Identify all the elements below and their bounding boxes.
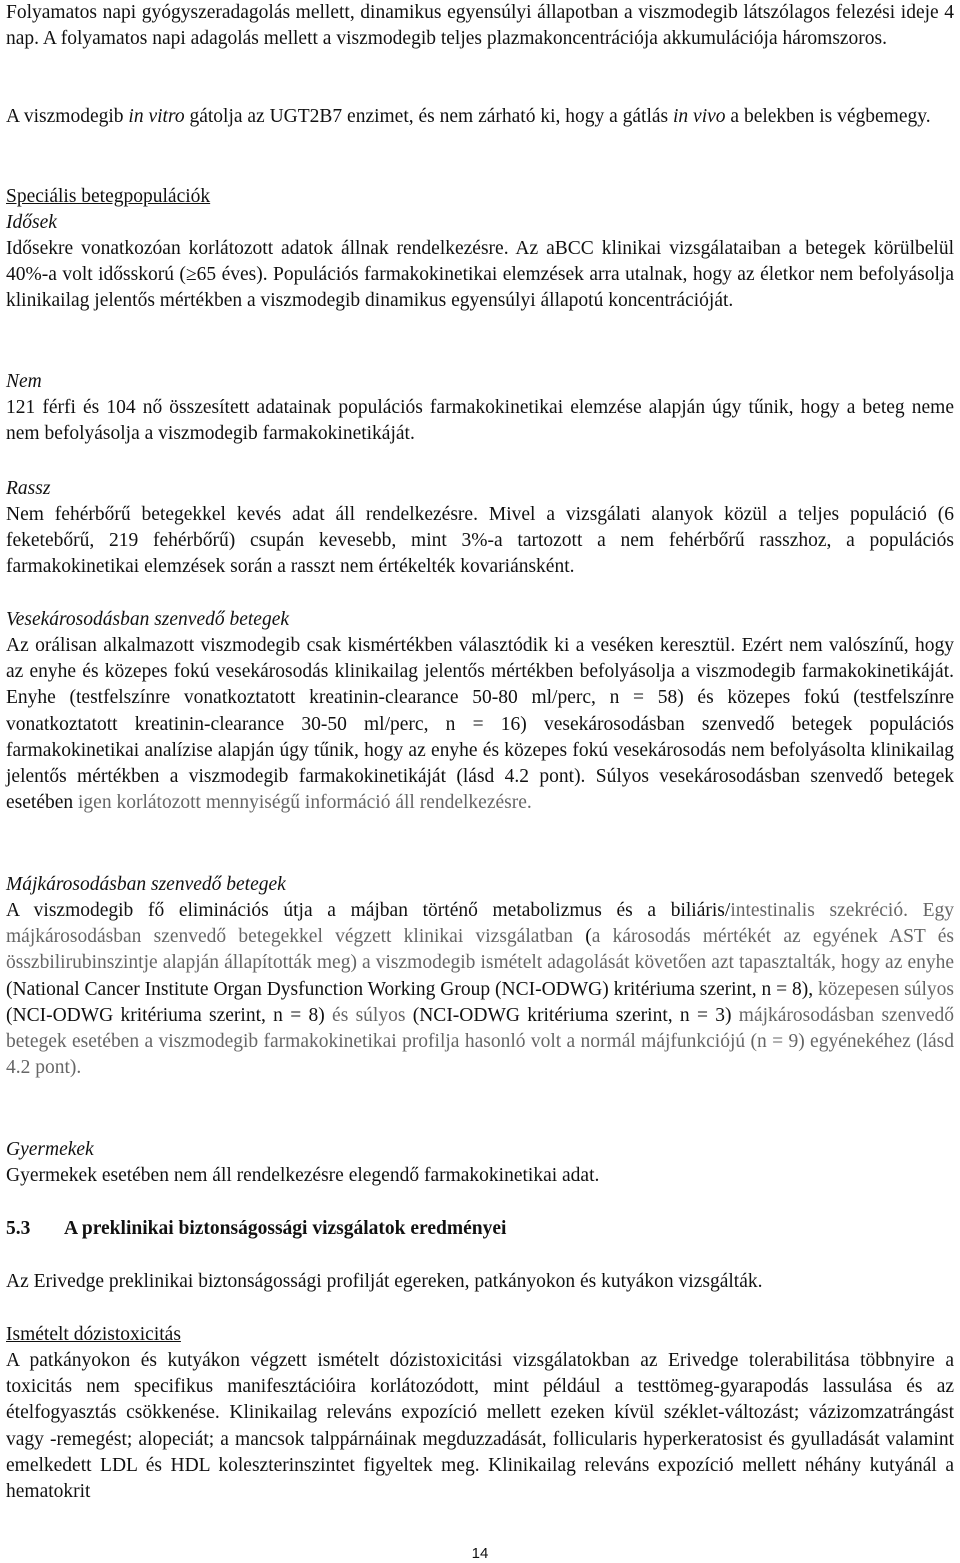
repeat-dose-subheading: Ismételt dózistoxicitás <box>6 1324 181 1345</box>
section-title: A preklinikai biztonságossági vizsgálatok eredményei <box>64 1218 507 1239</box>
text-run: a belekben is végbemegy. <box>725 106 931 127</box>
text-run-gray: májkárosodásban szenvedő betegek esetében a viszmodegib farmakokinetikai profilja hasonló volt a normál májfunkciójú (n = 9) egyénekéhez (lásd 4.2 pont). <box>6 1004 955 1079</box>
repeat-dose-paragraph: A patkányokon és kutyákon végzett ismételt dózistoxicitási vizsgálatokban az Erivedge tolerabilitása többnyire a toxicitás nem specifikus manifesztációira korlátozódott, mint például a testtömeg-gyarapodás lassulása és az ételfogyasztás csökkenése. Klinikailag releváns expozíció mellett ezeken kívül széklet-változást; vázizomzatrángást vagy -remegést; alopeciát; a mancsok talppárnáinak megduzzadását, follicularis hyperkeratosist és gyulladását valamint emelkedett LDL és HDL koleszterinszintet figyeltek meg. Klinikailag releváns expozíció mellett néhány kutyánál a hematokrit <box>6 1350 954 1503</box>
text-run-italic: in vitro <box>128 106 185 127</box>
hepatic-subheading: Májkárosodásban szenvedő betegek <box>6 874 286 895</box>
elderly-subheading: Idősek <box>6 212 57 233</box>
preclinical-intro-paragraph: Az Erivedge preklinikai biztonságossági profilját egereken, patkányokon és kutyákon vizsgálták. <box>6 1271 763 1292</box>
special-populations-heading: Speciális betegpopulációk <box>6 186 211 207</box>
children-subheading: Gyermekek <box>6 1139 94 1160</box>
text-run: (National Cancer Institute Organ Dysfunction Working Group (NCI-ODWG) kritériuma szerint, n = 8), <box>6 978 819 1000</box>
text-run: (NCI-ODWG kritériuma szerint, n = 8) <box>6 1004 333 1026</box>
text-run-gray: közepesen súlyos <box>818 978 954 1000</box>
page-number: 14 <box>471 1545 489 1562</box>
text-run-gray: a károsodás mértékét az egyének AST és összbilirubinszintje alapján állapították meg) a viszmodegib ismételt adagolását követően azt tapasztalták, hogy az enyhe <box>6 926 954 974</box>
elderly-paragraph: Idősekre vonatkozóan korlátozott adatok állnak rendelkezésre. Az aBCC klinikai vizsgálataiban a betegek körülbelül 40%-a volt idősskorú (≥65 éves). Populációs farmakokinetikai elemzések arra utalnak, hogy az életkor nem befolyásolja klinikailag jelentős mértékben a viszmodegib dinamikus egyensúlyi állapotú koncentrációját. <box>6 238 954 312</box>
text-run: ( <box>585 926 592 948</box>
renal-paragraph <box>6 633 954 816</box>
pk-intro-paragraph: Folyamatos napi gyógyszeradagolás mellett, dinamikus egyensúlyi állapotban a viszmodegib látszólagos felezési ideje 4 nap. A folyamatos napi adagolás mellett a viszmodegib teljes plazmakoncentrációja akkumulációja háromszoros. <box>6 2 954 50</box>
text-run: A viszmodegib <box>6 106 129 127</box>
section-number: 5.3 <box>6 1218 31 1239</box>
renal-subheading: Vesekárosodásban szenvedő betegek <box>6 609 290 630</box>
children-paragraph: Gyermekek esetében nem áll rendelkezésre elegendő farmakokinetikai adat. <box>6 1165 600 1186</box>
text-run-italic: in vivo <box>673 106 726 127</box>
text-run-gray: és súlyos <box>332 1004 413 1026</box>
race-paragraph: Nem fehérbőrű betegekkel kevés adat áll rendelkezésre. Mivel a vizsgálati alanyok közül a teljes populáció (6 feketebőrű, 219 fehérbőrű) csupán kevesebb, mint 3%-a tartozott a nem fehérbőrű rasszhoz, a populációs farmakokinetikai elemzések során a rasszt nem értékelték kovariánsként. <box>6 504 954 578</box>
text-run-gray: intestinalis szekréció. Egy májkárosodásban szenvedő betegekkel végzett klinikai vizsgálatban <box>6 900 955 948</box>
section-heading-5-3 <box>6 1216 954 1242</box>
sex-paragraph: 121 férfi és 104 nő összesített adatainak populációs farmakokinetikai elemzése alapján úgy tűnik, hogy a beteg neme nem befolyásolja a viszmodegib farmakokinetikáját. <box>6 397 954 445</box>
sex-subheading: Nem <box>6 371 42 392</box>
race-subheading: Rassz <box>6 478 51 499</box>
hepatic-paragraph <box>6 898 954 1081</box>
text-run: A viszmodegib fő eliminációs útja a májban történő metabolizmus és a biliáris/ <box>6 900 731 921</box>
text-run: Az orálisan alkalmazott viszmodegib csak kismértékben választódik ki a veséken keresztül. Ezért nem valószínű, hogy az enyhe és közepes fokú vesekárosodás klinikailag jelentős mértékben befolyásolja a viszmodegib farmakokinetikáját. Enyhe (testfelszínre vonatkoztatott kreatinin-clearance 50-80 ml/perc, n = 58) és közepes fokú (testfelszínre vonatkoztatott kreatinin-clearance 30-50 ml/perc, n = 16) vesekárosodásban szenvedő betegek populációs farmakokinetikai analízise alapján úgy tűnik, hogy az enyhe és közepes fokú vesekárosodás nem befolyásolta klinikailag jelentős mértékben a viszmodegib farmakokinetikáját (lásd 4.2 pont). Súlyos vesekárosodásban szenvedő betegek esetében <box>6 635 954 814</box>
text-run: (NCI-ODWG kritériuma szerint, n = 3) <box>412 1004 739 1026</box>
text-run-gray: igen korlátozott mennyiségű információ áll rendelkezésre. <box>78 792 532 814</box>
invitro-paragraph <box>6 104 954 130</box>
text-run: gátolja az UGT2B7 enzimet, és nem zárható ki, hogy a gátlás <box>184 106 674 127</box>
